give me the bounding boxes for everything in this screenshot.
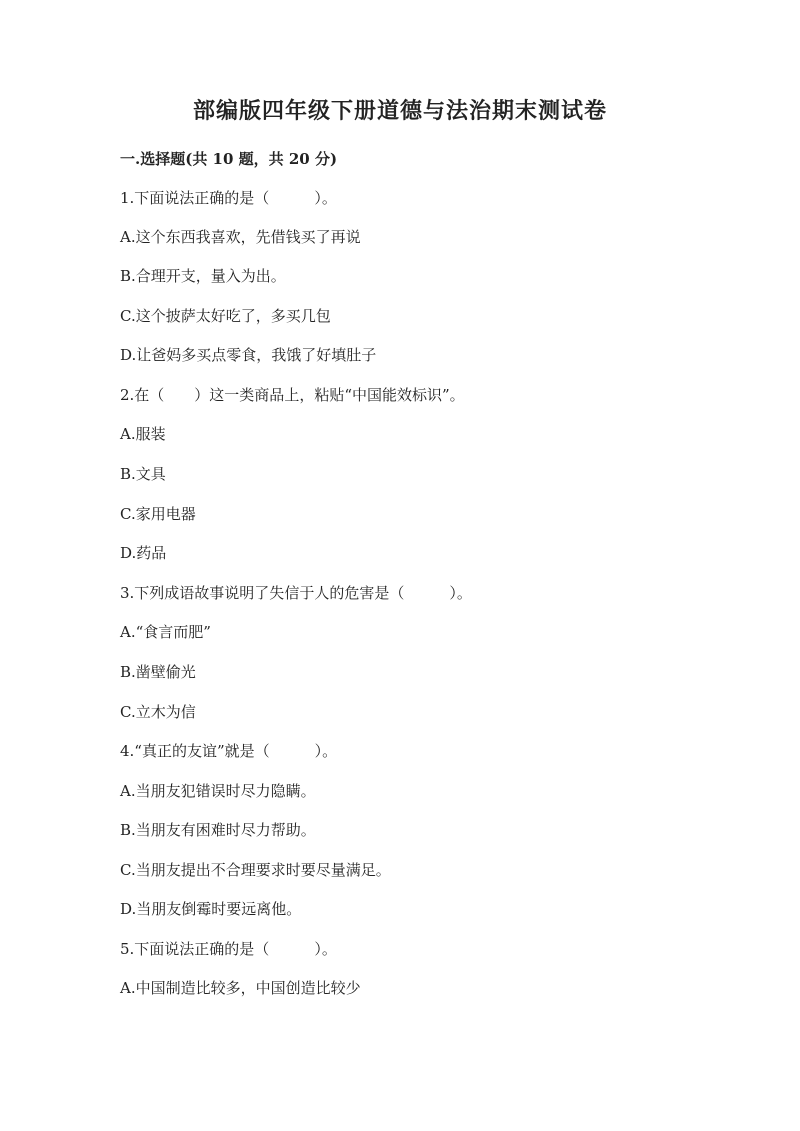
question-2-option-a: A.服装 (120, 425, 166, 443)
question-5-option-a: A.中国制造比较多，中国创造比较少 (120, 979, 361, 997)
question-4-option-a: A.当朋友犯错误时尽力隐瞒。 (120, 782, 316, 800)
document-title: 部编版四年级下册道德与法治期末测试卷 (192, 98, 607, 124)
question-3-stem: 3.下列成语故事说明了失信于人的危害是（ ）。 (120, 584, 472, 602)
question-1-option-c: C.这个披萨太好吃了，多买几包 (120, 307, 331, 325)
question-1-option-a: A.这个东西我喜欢，先借钱买了再说 (120, 228, 361, 246)
question-2-option-b: B.文具 (120, 465, 166, 483)
question-4-option-c: C.当朋友提出不合理要求时要尽量满足。 (120, 861, 391, 879)
question-4-option-d: D.当朋友倒霉时要远离他。 (120, 900, 302, 918)
question-3-option-b: B.凿壁偷光 (120, 663, 196, 681)
question-2-option-d: D.药品 (120, 544, 167, 562)
question-2-stem: 2.在（ ）这一类商品上，粘贴“中国能效标识”。 (120, 386, 465, 404)
section-heading: 一.选择题(共 10 题，共 20 分) (120, 150, 338, 168)
question-2-option-c: C.家用电器 (120, 505, 196, 523)
question-4-option-b: B.当朋友有困难时尽力帮助。 (120, 821, 316, 839)
question-1-stem: 1.下面说法正确的是（ ）。 (120, 189, 337, 207)
question-1-option-b: B.合理开支，量入为出。 (120, 267, 286, 285)
question-4-stem: 4.“真正的友谊”就是（ ）。 (120, 742, 338, 760)
question-5-stem: 5.下面说法正确的是（ ）。 (120, 940, 337, 958)
question-1-option-d: D.让爸妈多买点零食，我饿了好填肚子 (120, 346, 377, 364)
question-3-option-a: A.“食言而肥” (120, 623, 211, 641)
question-3-option-c: C.立木为信 (120, 703, 196, 721)
